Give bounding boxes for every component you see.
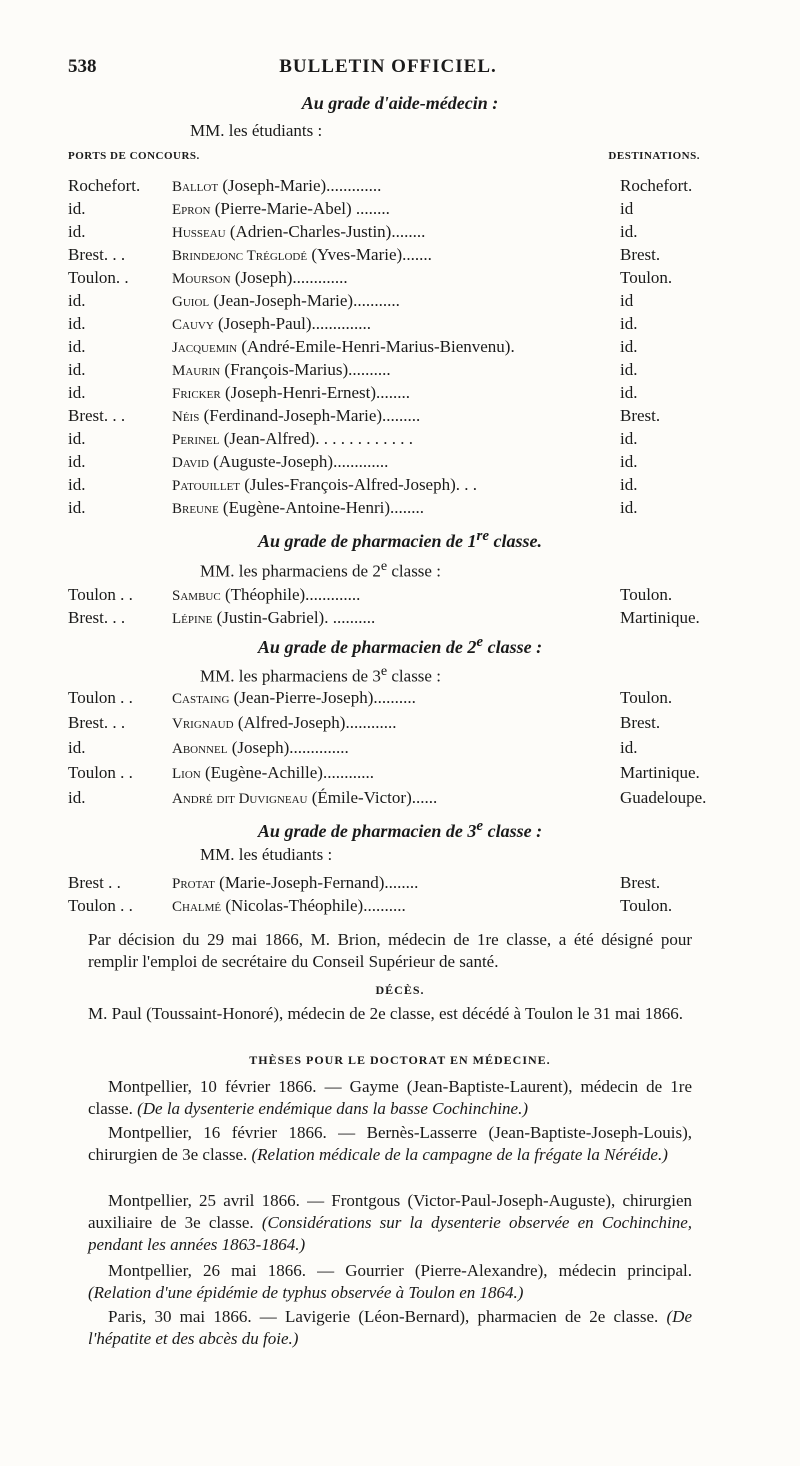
- list-item: [68, 585, 708, 607]
- surname: Abonnel: [172, 741, 228, 757]
- surname: Protat: [172, 876, 215, 892]
- section-sub-etudiants: MM. les étudiants :: [190, 121, 323, 140]
- destination-cell: Guadeloupe.: [620, 788, 707, 807]
- name-cell: [172, 429, 413, 449]
- section-heading-pharmacien-1: Au grade de pharmacien de 1re classe.: [258, 528, 542, 551]
- destination-cell: Toulon.: [620, 585, 673, 604]
- these-author: Montpellier, 16 février 1866. — Bernès-Lasserre (Jean-Baptiste-Joseph-Louis), chirurgien de 3e classe.: [88, 1123, 692, 1164]
- running-title: BULLETIN OFFICIEL.: [279, 56, 497, 77]
- surname: Guiol: [172, 294, 210, 310]
- surname: Vrignaud: [172, 716, 234, 732]
- surname: David: [172, 455, 209, 471]
- given-names: (Jean-Alfred). . . . . . . . . . . .: [219, 429, 414, 448]
- list-item: [68, 873, 708, 895]
- given-names: (Pierre-Marie-Abel) ........: [210, 199, 390, 218]
- given-names: (Joseph-Henri-Ernest)........: [220, 383, 410, 402]
- port-cell: Toulon . .: [68, 896, 133, 915]
- name-cell: [172, 245, 432, 265]
- given-names: (Eugène-Antoine-Henri)........: [218, 498, 425, 517]
- name-cell: [172, 498, 424, 518]
- surname: Néis: [172, 409, 200, 425]
- surname: Ballot: [172, 179, 219, 195]
- given-names: (Ferdinand-Joseph-Marie).........: [199, 406, 421, 425]
- given-names: (Justin-Gabriel). ..........: [212, 608, 376, 627]
- given-names: (Yves-Marie).......: [307, 245, 432, 264]
- name-cell: [172, 896, 406, 916]
- these-title: (Considérations sur la dysenterie observée en Cochinchine, pendant les années 1863-1864.): [88, 1213, 692, 1254]
- list-item: [68, 452, 708, 474]
- given-names: (Joseph)..............: [227, 738, 349, 757]
- theses-heading: THÈSES POUR LE DOCTORAT EN MÉDECINE.: [249, 1053, 551, 1067]
- port-cell: id.: [68, 199, 86, 218]
- given-names: (Eugène-Achille)............: [200, 763, 374, 782]
- these-title: (De l'hépatite et des abcès du foie.): [88, 1307, 692, 1348]
- surname: Cauvy: [172, 317, 214, 333]
- page-number: 538: [68, 56, 97, 77]
- surname: Epron: [172, 202, 211, 218]
- list-item: [68, 738, 708, 760]
- given-names: (Jean-Joseph-Marie)...........: [209, 291, 400, 310]
- destination-cell: Martinique.: [620, 608, 700, 627]
- surname: Chalmé: [172, 899, 222, 915]
- port-cell: Brest. . .: [68, 406, 126, 425]
- these-author: Paris, 30 mai 1866. — Lavigerie (Léon-Bernard), pharmacien de 2e classe.: [108, 1307, 667, 1326]
- port-cell: id.: [68, 360, 86, 379]
- port-cell: id.: [68, 337, 86, 356]
- these-entry: [88, 1306, 692, 1350]
- section-sub-etudiants-2: MM. les étudiants :: [200, 845, 333, 864]
- name-cell: [172, 406, 420, 426]
- surname: Perinel: [172, 432, 220, 448]
- surname: Mourson: [172, 271, 231, 287]
- given-names: (Auguste-Joseph).............: [208, 452, 389, 471]
- these-author: Montpellier, 26 mai 1866. — Gourrier (Pierre-Alexandre), médecin principal.: [108, 1261, 692, 1280]
- these-entry: [88, 1190, 692, 1256]
- name-cell: [172, 383, 410, 403]
- destination-cell: id.: [620, 429, 638, 448]
- list-item: [68, 763, 708, 785]
- list-item: [68, 429, 708, 451]
- destination-cell: Brest.: [620, 406, 661, 425]
- these-title: (Relation d'une épidémie de typhus observée à Toulon en 1864.): [88, 1283, 524, 1302]
- destination-cell: id.: [620, 337, 638, 356]
- port-cell: Toulon . .: [68, 688, 133, 707]
- list-item: [68, 268, 708, 290]
- surname: Lépine: [172, 611, 213, 627]
- surname: Husseau: [172, 225, 226, 241]
- destination-cell: Toulon.: [620, 268, 673, 287]
- destination-cell: Brest.: [620, 245, 661, 264]
- port-cell: id.: [68, 788, 86, 807]
- destination-cell: id.: [620, 738, 638, 757]
- column-headers: [68, 150, 700, 168]
- destination-cell: id.: [620, 314, 638, 333]
- port-cell: id.: [68, 383, 86, 402]
- given-names: (Jules-François-Alfred-Joseph). . .: [240, 475, 478, 494]
- name-cell: [172, 268, 348, 288]
- name-cell: [172, 360, 391, 380]
- port-cell: id.: [68, 738, 86, 757]
- deces-heading: DÉCÈS.: [375, 983, 425, 997]
- name-cell: [172, 788, 437, 808]
- destination-cell: id.: [620, 498, 638, 517]
- destination-cell: id.: [620, 222, 638, 241]
- name-cell: [172, 763, 374, 783]
- name-cell: [172, 291, 400, 311]
- list-item: [68, 896, 708, 918]
- given-names: (Joseph-Marie).............: [218, 176, 382, 195]
- given-names: (Jean-Pierre-Joseph)..........: [229, 688, 416, 707]
- port-cell: Toulon. .: [68, 268, 129, 287]
- destination-cell: id.: [620, 452, 638, 471]
- given-names: (Marie-Joseph-Fernand)........: [214, 873, 419, 892]
- section-heading-pharmacien-2: Au grade de pharmacien de 2e classe :: [257, 634, 543, 657]
- given-names: (Alfred-Joseph)............: [233, 713, 397, 732]
- list-item: [68, 245, 708, 267]
- these-title: (Relation médicale de la campagne de la frégate la Néréide.): [251, 1145, 668, 1164]
- these-author: Montpellier, 25 avril 1866. — Frontgous (Victor-Paul-Joseph-Auguste), chirurgien auxiliaire de 3e classe.: [88, 1191, 692, 1232]
- name-cell: [172, 199, 390, 219]
- list-item: [68, 176, 708, 198]
- list-item: [68, 291, 708, 313]
- port-cell: id.: [68, 291, 86, 310]
- destination-cell: Toulon.: [620, 688, 673, 707]
- name-cell: [172, 585, 360, 605]
- name-cell: [172, 222, 425, 242]
- list-item: [68, 608, 708, 630]
- port-cell: id.: [68, 222, 86, 241]
- destination-cell: id.: [620, 360, 638, 379]
- list-item: [68, 788, 708, 810]
- these-title: (De la dysenterie endémique dans la basse Cochinchine.): [137, 1099, 528, 1118]
- surname: Lion: [172, 766, 201, 782]
- port-cell: Rochefort.: [68, 176, 141, 195]
- name-cell: [172, 688, 416, 708]
- list-item: [68, 360, 708, 382]
- list-item: [68, 222, 708, 244]
- port-cell: Brest. . .: [68, 608, 126, 627]
- surname: Jacquemin: [172, 340, 238, 356]
- name-cell: [172, 713, 396, 733]
- section-sub-pharmaciens-2: MM. les pharmaciens de 2e classe :: [200, 558, 441, 581]
- name-cell: [172, 608, 375, 628]
- given-names: (Joseph-Paul)..............: [213, 314, 372, 333]
- given-names: (Théophile).............: [220, 585, 361, 604]
- these-author: Montpellier, 10 février 1866. — Gayme (Jean-Baptiste-Laurent), médecin de 1re classe.: [88, 1077, 692, 1118]
- destination-cell: Brest.: [620, 873, 661, 892]
- given-names: (André-Emile-Henri-Marius-Bienvenu).: [237, 337, 515, 356]
- given-names: (Joseph).............: [230, 268, 348, 287]
- section-heading-pharmacien-3: Au grade de pharmacien de 3e classe :: [257, 818, 543, 841]
- deces-paragraph: M. Paul (Toussaint-Honoré), médecin de 2e classe, est décédé à Toulon le 31 mai 1866.: [88, 1004, 683, 1023]
- destination-cell: id: [620, 199, 634, 218]
- given-names: (Émile-Victor)......: [307, 788, 438, 807]
- surname: Patouillet: [172, 478, 241, 494]
- name-cell: [172, 314, 371, 334]
- list-item: [68, 688, 708, 710]
- surname: André dit Duvigneau: [172, 791, 308, 807]
- port-cell: id.: [68, 452, 86, 471]
- given-names: (Adrien-Charles-Justin)........: [225, 222, 426, 241]
- list-item: [68, 383, 708, 405]
- destination-cell: Toulon.: [620, 896, 673, 915]
- surname: Sambuc: [172, 588, 221, 604]
- list-item: [68, 337, 708, 359]
- destination-cell: Brest.: [620, 713, 661, 732]
- port-cell: id.: [68, 475, 86, 494]
- surname: Brindejonc Tréglodé: [172, 248, 308, 264]
- surname: Castaing: [172, 691, 230, 707]
- these-entry: [88, 1122, 692, 1166]
- decision-paragraph: Par décision du 29 mai 1866, M. Brion, médecin de 1re classe, a été désigné pour remplir l'emploi de secrétaire du Conseil Supérieur de santé.: [88, 930, 692, 971]
- column-header-destinations: DESTINATIONS.: [608, 150, 700, 162]
- section-sub-pharmaciens-3: MM. les pharmaciens de 3e classe :: [200, 663, 441, 686]
- section-heading-aide-medecin: Au grade d'aide-médecin :: [301, 93, 499, 113]
- port-cell: Brest. . .: [68, 713, 126, 732]
- name-cell: [172, 176, 381, 196]
- port-cell: id.: [68, 498, 86, 517]
- name-cell: [172, 452, 388, 472]
- name-cell: [172, 475, 477, 495]
- list-item: [68, 713, 708, 735]
- name-cell: [172, 738, 349, 758]
- list-item: [68, 498, 708, 520]
- destination-cell: id.: [620, 475, 638, 494]
- given-names: (François-Marius)..........: [220, 360, 391, 379]
- port-cell: id.: [68, 429, 86, 448]
- list-item: [68, 475, 708, 497]
- port-cell: Toulon . .: [68, 763, 133, 782]
- surname: Maurin: [172, 363, 221, 379]
- name-cell: [172, 873, 418, 893]
- name-cell: [172, 337, 515, 357]
- these-entry: [88, 1260, 692, 1304]
- column-header-ports: PORTS DE CONCOURS.: [68, 150, 200, 162]
- list-item: [68, 406, 708, 428]
- destination-cell: id: [620, 291, 634, 310]
- surname: Breune: [172, 501, 219, 517]
- port-cell: Brest. . .: [68, 245, 126, 264]
- port-cell: Toulon . .: [68, 585, 133, 604]
- destination-cell: Martinique.: [620, 763, 700, 782]
- surname: Fricker: [172, 386, 221, 402]
- list-item: [68, 314, 708, 336]
- destination-cell: Rochefort.: [620, 176, 693, 195]
- these-entry: [88, 1076, 692, 1120]
- destination-cell: id.: [620, 383, 638, 402]
- given-names: (Nicolas-Théophile)..........: [221, 896, 406, 915]
- port-cell: Brest . .: [68, 873, 121, 892]
- list-item: [68, 199, 708, 221]
- port-cell: id.: [68, 314, 86, 333]
- page-header: [68, 56, 708, 84]
